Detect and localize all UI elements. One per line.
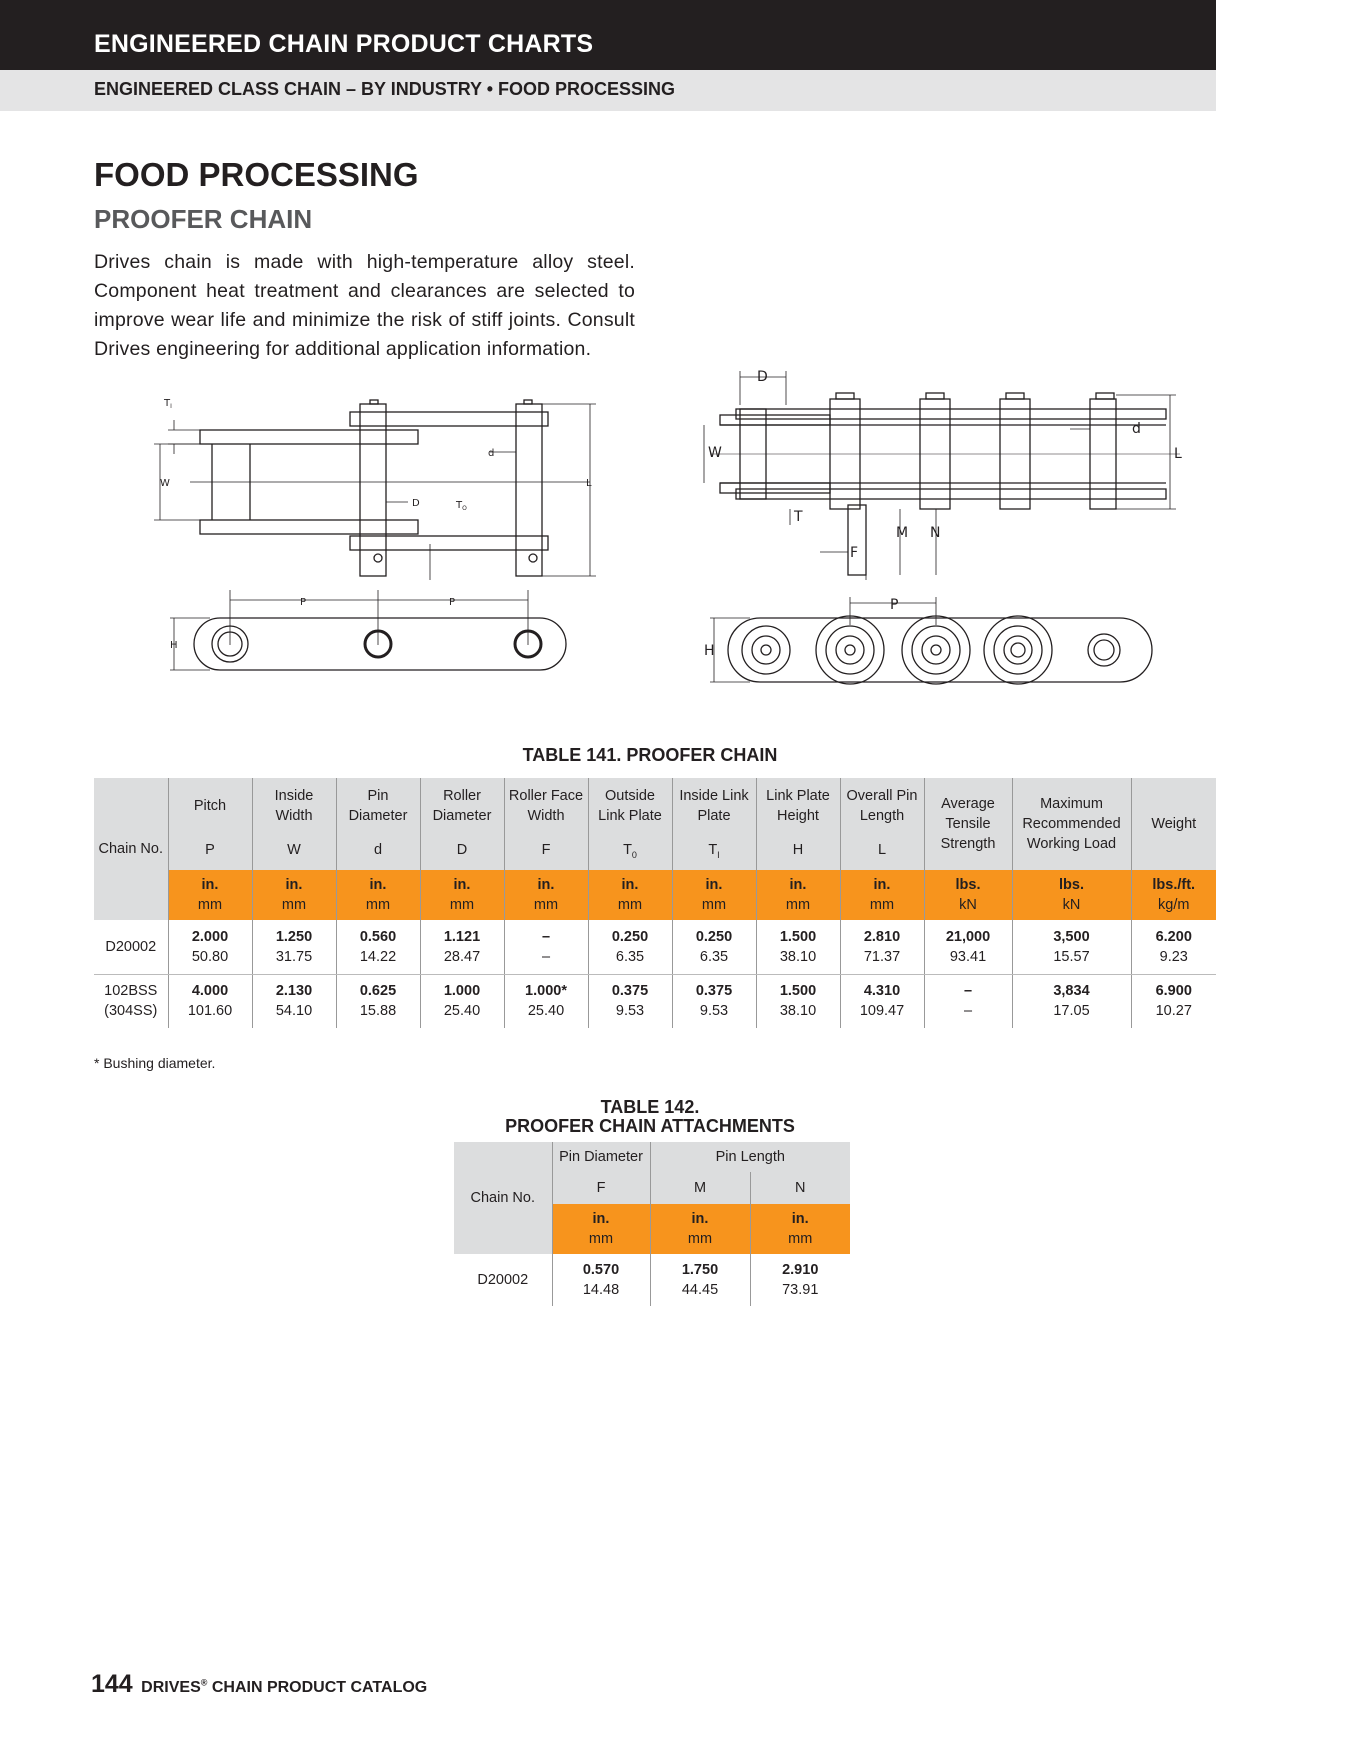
table141-col-0-units: in. mm (168, 870, 252, 920)
table141-col-0-name: Pitch (168, 778, 252, 834)
table141-row-0-cell-10: 3,500 15.57 (1012, 920, 1131, 974)
table141-col-7-name: Link Plate Height (756, 778, 840, 834)
table141-proofer-chain (94, 778, 1216, 1028)
page-footer (91, 1670, 427, 1699)
table141-row-1-cell-6: 0.375 9.53 (672, 974, 756, 1028)
table141-col-6-symbol: $T_I$ (672, 834, 756, 870)
table141-col-4-symbol: F (504, 834, 588, 870)
table141-row-0-cell-2: 0.560 14.22 (336, 920, 420, 974)
table141-col-8-name: Overall Pin Length (840, 778, 924, 834)
subheader-band (0, 70, 1216, 111)
table142-caption (450, 1098, 850, 1136)
table141-col-8-symbol: L (840, 834, 924, 870)
table141-col-6-name: Inside Link Plate (672, 778, 756, 834)
table141-col-2-name: Pin Diameter (336, 778, 420, 834)
table141-col-5-units: in. mm (588, 870, 672, 920)
table141-row-1-cell-10: 3,834 17.05 (1012, 974, 1131, 1028)
table142-row-f: 0.570 14.48 (552, 1254, 650, 1306)
section-title: PROOFER CHAIN (94, 204, 313, 234)
table141-chain-no-header: Chain No. (98, 841, 163, 857)
table141-row-0-cell-3: 1.121 28.47 (420, 920, 504, 974)
table141-caption: TABLE 141. PROOFER CHAIN (522, 745, 778, 765)
table141-row-0-cell-0: 2.000 50.80 (168, 920, 252, 974)
table141-row-1-cell-8: 4.310 109.47 (840, 974, 924, 1028)
table141-col-0-symbol: P (168, 834, 252, 870)
table141-col-1-units: in. mm (252, 870, 336, 920)
table142-caption-line2: PROOFER CHAIN ATTACHMENTS (505, 1116, 795, 1136)
table141-col-9-name: Average Tensile Strength (924, 778, 1012, 870)
table141-col-1-symbol: W (252, 834, 336, 870)
label-h: H (704, 643, 715, 659)
label-w: W (160, 478, 170, 489)
table141-row-1-cell-11: 6.900 10.27 (1131, 974, 1216, 1028)
table141-col-2-units: in. mm (336, 870, 420, 920)
label-p2: P (449, 597, 456, 608)
table141-row-1-cell-0: 4.000 101.60 (168, 974, 252, 1028)
table141-row-0-cell-7: 1.500 38.10 (756, 920, 840, 974)
label-m: M (896, 525, 909, 541)
table141-col-10-name: Maximum Recommended Working Load (1012, 778, 1131, 870)
table141-col-10-units: lbs. kN (1012, 870, 1131, 920)
table141-row-1-cell-1: 2.130 54.10 (252, 974, 336, 1028)
page-title: FOOD PROCESSING (94, 156, 419, 193)
table141-col-9-units: lbs. kN (924, 870, 1012, 920)
table142-sym-f: F (552, 1172, 650, 1204)
table141-col-5-symbol: $T_0$ (588, 834, 672, 870)
label-l: L (1174, 446, 1182, 462)
table142-group-pin-length: Pin Length (650, 1142, 850, 1172)
table141-row-1-cell-2: 0.625 15.88 (336, 974, 420, 1028)
table141-col-7-symbol: H (756, 834, 840, 870)
table142-sym-n: N (750, 1172, 850, 1204)
label-w: W (708, 445, 722, 461)
table141-col-5-name: Outside Link Plate (588, 778, 672, 834)
header-title: ENGINEERED CHAIN PRODUCT CHARTS (94, 30, 594, 58)
label-ti: $T_I$ (164, 398, 172, 410)
table142-unit-n: in. mm (750, 1204, 850, 1254)
table141-row-0-cell-4: – – (504, 920, 588, 974)
table141-row-1-cell-3: 1.000 25.40 (420, 974, 504, 1028)
table141-col-8-units: in. mm (840, 870, 924, 920)
label-f: F (850, 545, 859, 561)
table141-row-1-cell-7: 1.500 38.10 (756, 974, 840, 1028)
table141-col-7-units: in. mm (756, 870, 840, 920)
table141-row-0-chain: D20002 (94, 920, 168, 974)
table142-chain-no-header: Chain No. (470, 1190, 535, 1206)
label-n: N (930, 525, 941, 541)
page-number: 144 (91, 1670, 133, 1698)
table141-row-0-cell-6: 0.250 6.35 (672, 920, 756, 974)
table141-col-4-name: Roller Face Width (504, 778, 588, 834)
label-h: H (170, 640, 178, 651)
table141-col-6-units: in. mm (672, 870, 756, 920)
label-p1: P (300, 597, 307, 608)
table141-row-1-cell-5: 0.375 9.53 (588, 974, 672, 1028)
table142-caption-line1: TABLE 142. (600, 1097, 700, 1117)
table142-proofer-chain-attachments (454, 1142, 850, 1306)
table141-row-0-cell-11: 6.200 9.23 (1131, 920, 1216, 974)
table141-col-11-name: Weight (1131, 778, 1216, 870)
table142-sym-m: M (650, 1172, 750, 1204)
subheader-title: ENGINEERED CLASS CHAIN – BY INDUSTRY • FOOD PROCESSING (94, 79, 676, 99)
table141-row-1-cell-4: 1.000* 25.40 (504, 974, 588, 1028)
table141-row-0-cell-8: 2.810 71.37 (840, 920, 924, 974)
table142-unit-m: in. mm (650, 1204, 750, 1254)
table141-col-1-name: Inside Width (252, 778, 336, 834)
table141-row-0-cell-5: 0.250 6.35 (588, 920, 672, 974)
table142-group-pin-diameter: Pin Diameter (552, 1142, 650, 1172)
proofer-chain-left-diagram (150, 390, 610, 690)
table141-col-4-units: in. mm (504, 870, 588, 920)
table141-col-3-symbol: D (420, 834, 504, 870)
table142-row-chain: D20002 (477, 1272, 529, 1288)
table141-col-3-name: Roller Diameter (420, 778, 504, 834)
label-big-d: D (412, 498, 420, 509)
table141-row-0-cell-9: 21,000 93.41 (924, 920, 1012, 974)
catalog-name: DRIVES® CHAIN PRODUCT CATALOG (141, 1677, 428, 1696)
header-band (0, 0, 1216, 70)
label-to: $T_O$ (456, 500, 467, 512)
table141-col-11-units: lbs./ft. kg/m (1131, 870, 1216, 920)
table141-col-2-symbol: d (336, 834, 420, 870)
table141-col-3-units: in. mm (420, 870, 504, 920)
label-t: T (794, 509, 803, 525)
table141-row-1-chain: 102BSS (304SS) (104, 983, 158, 1020)
label-d: d (1132, 421, 1141, 437)
table142-row-m: 1.750 44.45 (650, 1254, 750, 1306)
label-p: P (890, 597, 899, 613)
table141-row-0-cell-1: 1.250 31.75 (252, 920, 336, 974)
table142-unit-f: in. mm (552, 1204, 650, 1254)
label-d: d (488, 448, 495, 459)
table141-row-1-cell-9: – – (924, 974, 1012, 1028)
table142-row-n: 2.910 73.91 (750, 1254, 850, 1306)
label-l: L (586, 478, 592, 489)
footnote: * Bushing diameter. (94, 1055, 216, 1071)
label-big-d: D (757, 369, 768, 385)
description-paragraph: Drives chain is made with high-temperature alloy steel. Component heat treatment and clearances are selected to improve wear life and minimize the risk of stiff joints. Consult Drives engineering for additional application information. (94, 251, 635, 360)
proofer-chain-right-diagram (700, 365, 1200, 695)
